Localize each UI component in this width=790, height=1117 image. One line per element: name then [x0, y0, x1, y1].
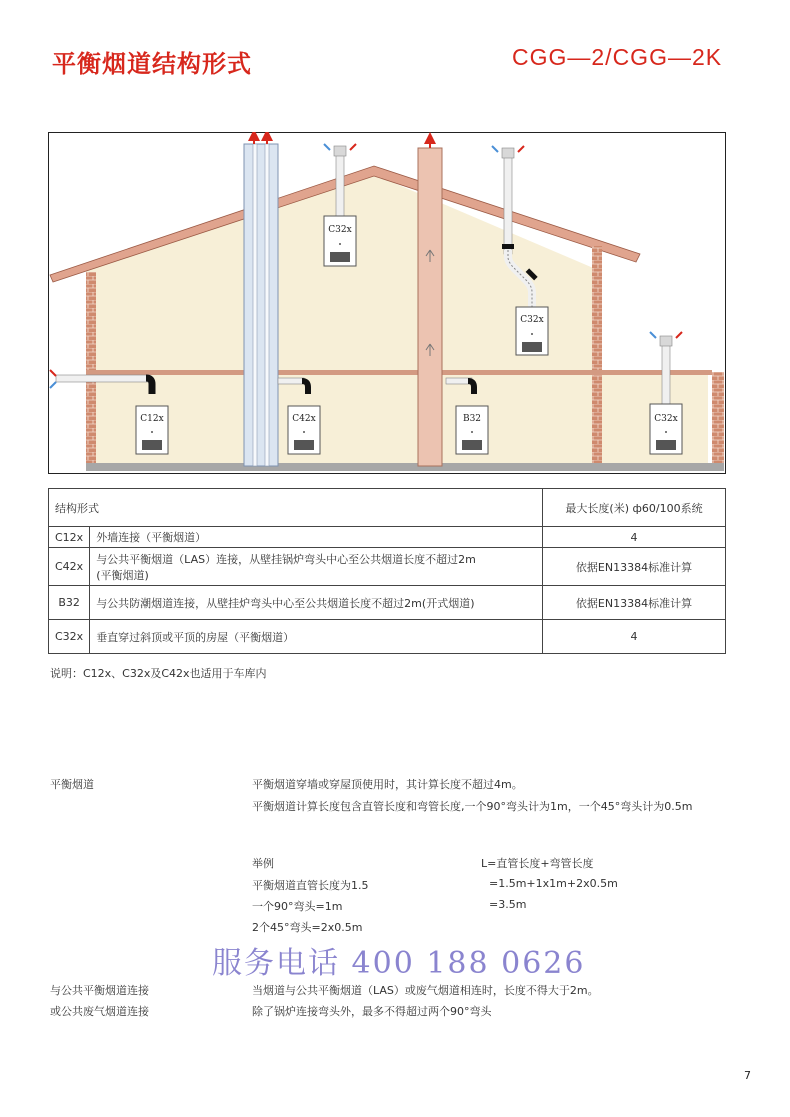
- page-title: 平衡烟道结构形式: [52, 50, 252, 78]
- example-result-1: =1.5m+1x1m+2x0.5m: [489, 877, 618, 890]
- example-formula: L=直管长度+弯管长度: [481, 857, 594, 870]
- example-line-3: 2个45°弯头=2x0.5m: [252, 921, 363, 934]
- brick-wall-mid: [592, 246, 602, 467]
- example-heading: 举例: [252, 857, 274, 870]
- row-length: 依据EN13384标准计算: [543, 548, 726, 586]
- service-hotline: 服务电话 400 188 0626: [212, 946, 586, 981]
- boiler-c42x: [288, 406, 320, 454]
- row-code: C12x: [49, 527, 90, 548]
- row-code: C32x: [49, 620, 90, 654]
- table-header-row: [49, 489, 726, 527]
- boiler-c32x-upper-right: [516, 307, 548, 355]
- row-code: C42x: [49, 548, 90, 586]
- boiler-label: C32x: [328, 225, 352, 235]
- page-number: 7: [744, 1069, 751, 1082]
- flue-installation-diagram: [48, 132, 726, 474]
- table-row: [49, 620, 726, 654]
- balanced-flue-text-2: 平衡烟道计算长度包含直管长度和弯管长度,一个90°弯头计为1m，一个45°弯头计为0.5m: [252, 800, 693, 813]
- brick-wall-right: [712, 372, 724, 467]
- table-row: [49, 586, 726, 620]
- flue-spec-table: [48, 488, 726, 654]
- row-description: 与公共防潮烟道连接，从壁挂炉弯头中心至公共烟道长度不超过2m(开式烟道): [90, 586, 543, 620]
- public-flue-label-1: 与公共平衡烟道连接: [50, 984, 149, 997]
- boiler-b32: [456, 406, 488, 454]
- boiler-c32x-lower-right: [650, 404, 682, 454]
- row-length: 依据EN13384标准计算: [543, 586, 726, 620]
- model-number: CGG—2/CGG—2K: [512, 44, 723, 70]
- table-note: 说明：C12x、C32x及C42x也适用于车库内: [50, 667, 267, 680]
- boiler-label: C32x: [654, 414, 678, 424]
- example-line-1: 平衡烟道直管长度为1.5: [252, 879, 369, 892]
- boiler-c12x: [136, 406, 168, 454]
- las-shaft: [244, 144, 278, 466]
- row-length: 4: [543, 527, 726, 548]
- example-line-2: 一个90°弯头=1m: [252, 900, 343, 913]
- public-flue-text-1: 当烟道与公共平衡烟道（LAS）或废气烟道相连时，长度不得大于2m。: [252, 984, 599, 997]
- public-flue-label-2: 或公共废气烟道连接: [50, 1005, 149, 1018]
- row-length: 4: [543, 620, 726, 654]
- table-row: [49, 527, 726, 548]
- boiler-label: C32x: [520, 315, 544, 325]
- row-code: B32: [49, 586, 90, 620]
- balanced-flue-label: 平衡烟道: [50, 778, 94, 791]
- row-description: 垂直穿过斜顶或平顶的房屋（平衡烟道）: [90, 620, 543, 654]
- balanced-flue-text-1: 平衡烟道穿墙或穿屋顶使用时，其计算长度不超过4m。: [252, 778, 523, 791]
- chimney: [418, 148, 442, 466]
- table-row: [49, 548, 726, 586]
- row-description: 外墙连接（平衡烟道）: [90, 527, 543, 548]
- brick-wall-left: [86, 272, 96, 467]
- table-header-length: 最大长度(米) ф60/100系统: [543, 489, 726, 527]
- row-description: 与公共平衡烟道（LAS）连接，从壁挂锅炉弯头中心至公共烟道长度不超过2m (平衡烟道): [90, 548, 543, 586]
- example-result-2: =3.5m: [489, 898, 527, 911]
- boiler-label: B32: [462, 414, 482, 424]
- table-header-structure: 结构形式: [49, 489, 543, 527]
- boiler-label: C42x: [292, 414, 316, 424]
- boiler-c32x-upper-left: [324, 216, 356, 266]
- public-flue-text-2: 除了锅炉连接弯头外，最多不得超过两个90°弯头: [252, 1005, 492, 1018]
- boiler-label: C12x: [140, 414, 164, 424]
